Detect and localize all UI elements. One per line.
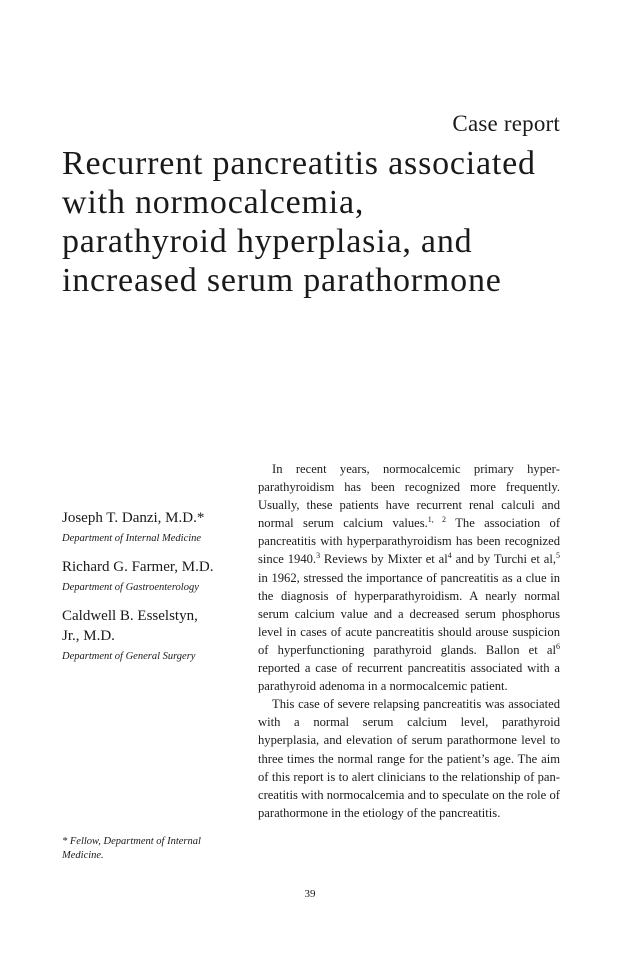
author-footnote: * Fellow, Department of Internal Medicine. (62, 836, 201, 861)
author-name: Caldwell B. Esselstyn, Jr., M.D. (62, 608, 198, 644)
article-body (258, 460, 560, 822)
reference-marker: 6 (556, 641, 560, 651)
body-text-segment: The association of pancreatitis with hyperparathyroidism has been recognized since 1940. (258, 516, 561, 567)
page-number: 39 (304, 888, 316, 900)
title-line: Recurrent pancreatitis associated (62, 145, 536, 182)
title-line: with normocalcemia, (62, 184, 365, 221)
author-name: Richard G. Farmer, M.D. (62, 559, 214, 575)
author-list (62, 508, 242, 675)
reference-marker: 4 (447, 551, 452, 561)
reference-marker: 1, 2 (427, 515, 447, 525)
title-line: increased serum parathormone (62, 262, 502, 299)
author-entry (62, 508, 242, 546)
body-text-segment: in 1962, stressed the importance of pancreatitis as a clue in the diagnosis of hyperparathyroidism. A nearly normal serum calcium value and a decreased serum phosphorus level in cases of acute pancreatitis should arouse suspicion of hyperfunctioning parathyroid glands. Ballon et al (258, 570, 560, 657)
reference-marker: 5 (555, 551, 560, 561)
body-text-segment: Reviews by Mixter et al (320, 552, 448, 567)
author-name: Joseph T. Danzi, M.D.* (62, 510, 205, 526)
author-entry (62, 557, 242, 595)
body-paragraph: This case of severe relapsing pancreatitis was associated with a normal serum calcium level, parathyroid hyperplasia, and elevation of serum parathormone level to three times the normal range for the patient’s age. The aim of this report is to alert clinicians to the relationship of pancreatitis with normocalcemia and to speculate on the role of parathormone in the etiology of the pancreatitis. (258, 697, 560, 820)
author-entry (62, 606, 242, 664)
title-line: parathyroid hyperplasia, and (62, 223, 473, 260)
reference-marker: 3 (316, 551, 321, 561)
author-department: Department of Internal Medicine (62, 533, 202, 544)
body-text-segment: and by Turchi et al, (451, 552, 556, 567)
article-title (62, 144, 582, 300)
section-label: Case report (452, 111, 560, 136)
author-department: Department of Gastroenterology (62, 582, 199, 593)
author-department: Department of General Surgery (62, 651, 196, 662)
body-text-segment: reported a case of recurrent pancreatitis associated with a parathyroid adenoma in a normocalcemic patient. (258, 661, 560, 694)
body-text-segment: In recent years, normocalcemic primary hyperparathyroidism has been recognized more frequently. Usually, these patients have recurrent renal calculi and normal serum calcium values. (258, 462, 560, 531)
body-paragraph (258, 460, 560, 695)
